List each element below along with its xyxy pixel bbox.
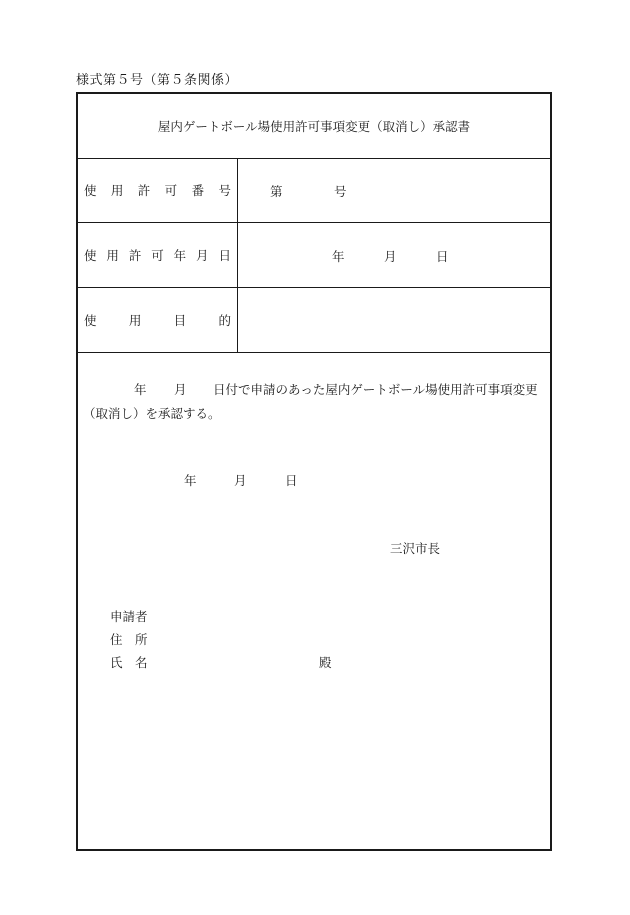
body-line2-text: （取消し）を承認する。 xyxy=(83,406,221,421)
approval-year: 年 xyxy=(184,473,197,488)
applicant-heading: 申請者 xyxy=(110,609,148,624)
permit-number-row xyxy=(78,158,550,223)
body-month: 月 xyxy=(174,382,187,397)
purpose-row xyxy=(78,288,550,353)
purpose-value xyxy=(239,288,550,352)
form-title: 屋内ゲートボール場使用許可事項変更（取消し）承認書 xyxy=(78,94,550,159)
permit-date-value: 年 月 日 xyxy=(332,249,449,264)
permit-number-value: 第 号 xyxy=(270,184,347,199)
approval-form xyxy=(76,92,552,851)
honorific: 殿 xyxy=(319,655,332,670)
approval-day: 日 xyxy=(285,473,298,488)
body-year: 年 xyxy=(134,382,147,397)
body-line1-text: 日付で申請のあった屋内ゲートボール場使用許可事項変更 xyxy=(213,382,538,397)
approval-month: 月 xyxy=(234,473,247,488)
purpose-label: 使 用 目 的 xyxy=(78,288,238,352)
permit-number-label: 使 用 許 可 番 号 xyxy=(78,158,238,222)
name-label: 氏 名 xyxy=(110,655,148,670)
permit-date-row xyxy=(78,223,550,288)
address-label: 住 所 xyxy=(110,632,148,647)
form-number-caption: 様式第５号（第５条関係） xyxy=(76,73,239,88)
permit-date-label: 使 用 許 可 年 月 日 xyxy=(78,223,238,287)
mayor-title: 三沢市長 xyxy=(390,541,441,556)
